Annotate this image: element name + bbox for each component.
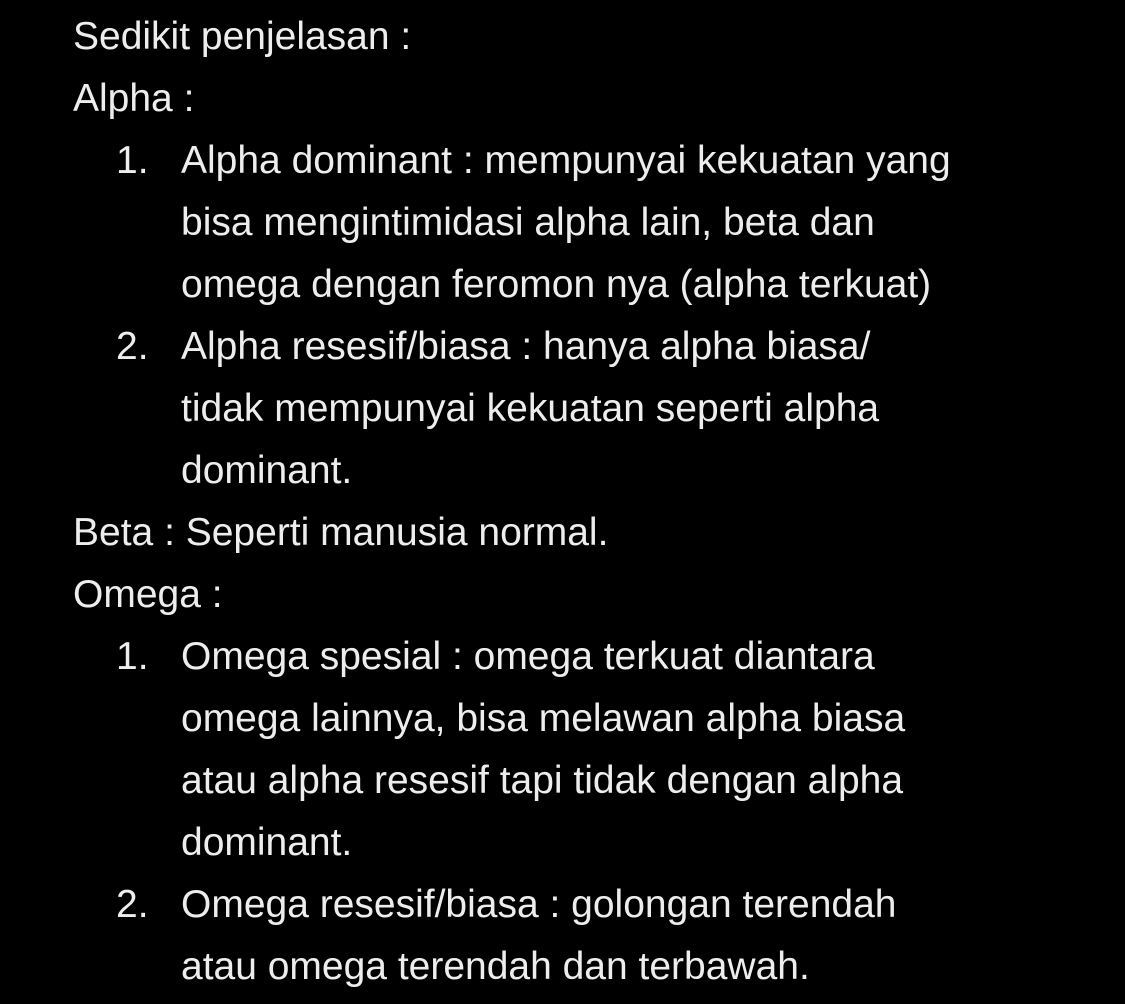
omega-item-2-number: 2. bbox=[116, 883, 149, 926]
omega-item-1-line-3: atau alpha resesif tapi tidak dengan alpha bbox=[181, 759, 904, 802]
alpha-item-2-line-1: Alpha resesif/biasa : hanya alpha biasa/ bbox=[181, 325, 871, 368]
alpha-item-2-line-3: dominant. bbox=[181, 449, 353, 492]
alpha-item-2-line-2: tidak mempunyai kekuatan seperti alpha bbox=[181, 387, 880, 430]
omega-item-1-line-4: dominant. bbox=[181, 821, 353, 864]
omega-item-2-line-1: Omega resesif/biasa : golongan terendah bbox=[181, 883, 897, 926]
omega-item-1-line-2: omega lainnya, bisa melawan alpha biasa bbox=[181, 697, 906, 740]
alpha-item-1-number: 1. bbox=[116, 139, 149, 182]
omega-item-1-number: 1. bbox=[116, 635, 149, 678]
alpha-item-1-line-3: omega dengan feromon nya (alpha terkuat) bbox=[181, 263, 932, 306]
intro-line: Sedikit penjelasan : bbox=[73, 15, 412, 58]
alpha-item-1-line-2: bisa mengintimidasi alpha lain, beta dan bbox=[181, 201, 875, 244]
omega-heading: Omega : bbox=[73, 573, 223, 616]
alpha-heading: Alpha : bbox=[73, 77, 195, 120]
alpha-item-1-line-1: Alpha dominant : mempunyai kekuatan yang bbox=[181, 139, 951, 182]
omega-item-2-line-2: atau omega terendah dan terbawah. bbox=[181, 945, 810, 988]
beta-line: Beta : Seperti manusia normal. bbox=[73, 511, 609, 554]
alpha-item-2-number: 2. bbox=[116, 325, 149, 368]
omega-item-1-line-1: Omega spesial : omega terkuat diantara bbox=[181, 635, 875, 678]
